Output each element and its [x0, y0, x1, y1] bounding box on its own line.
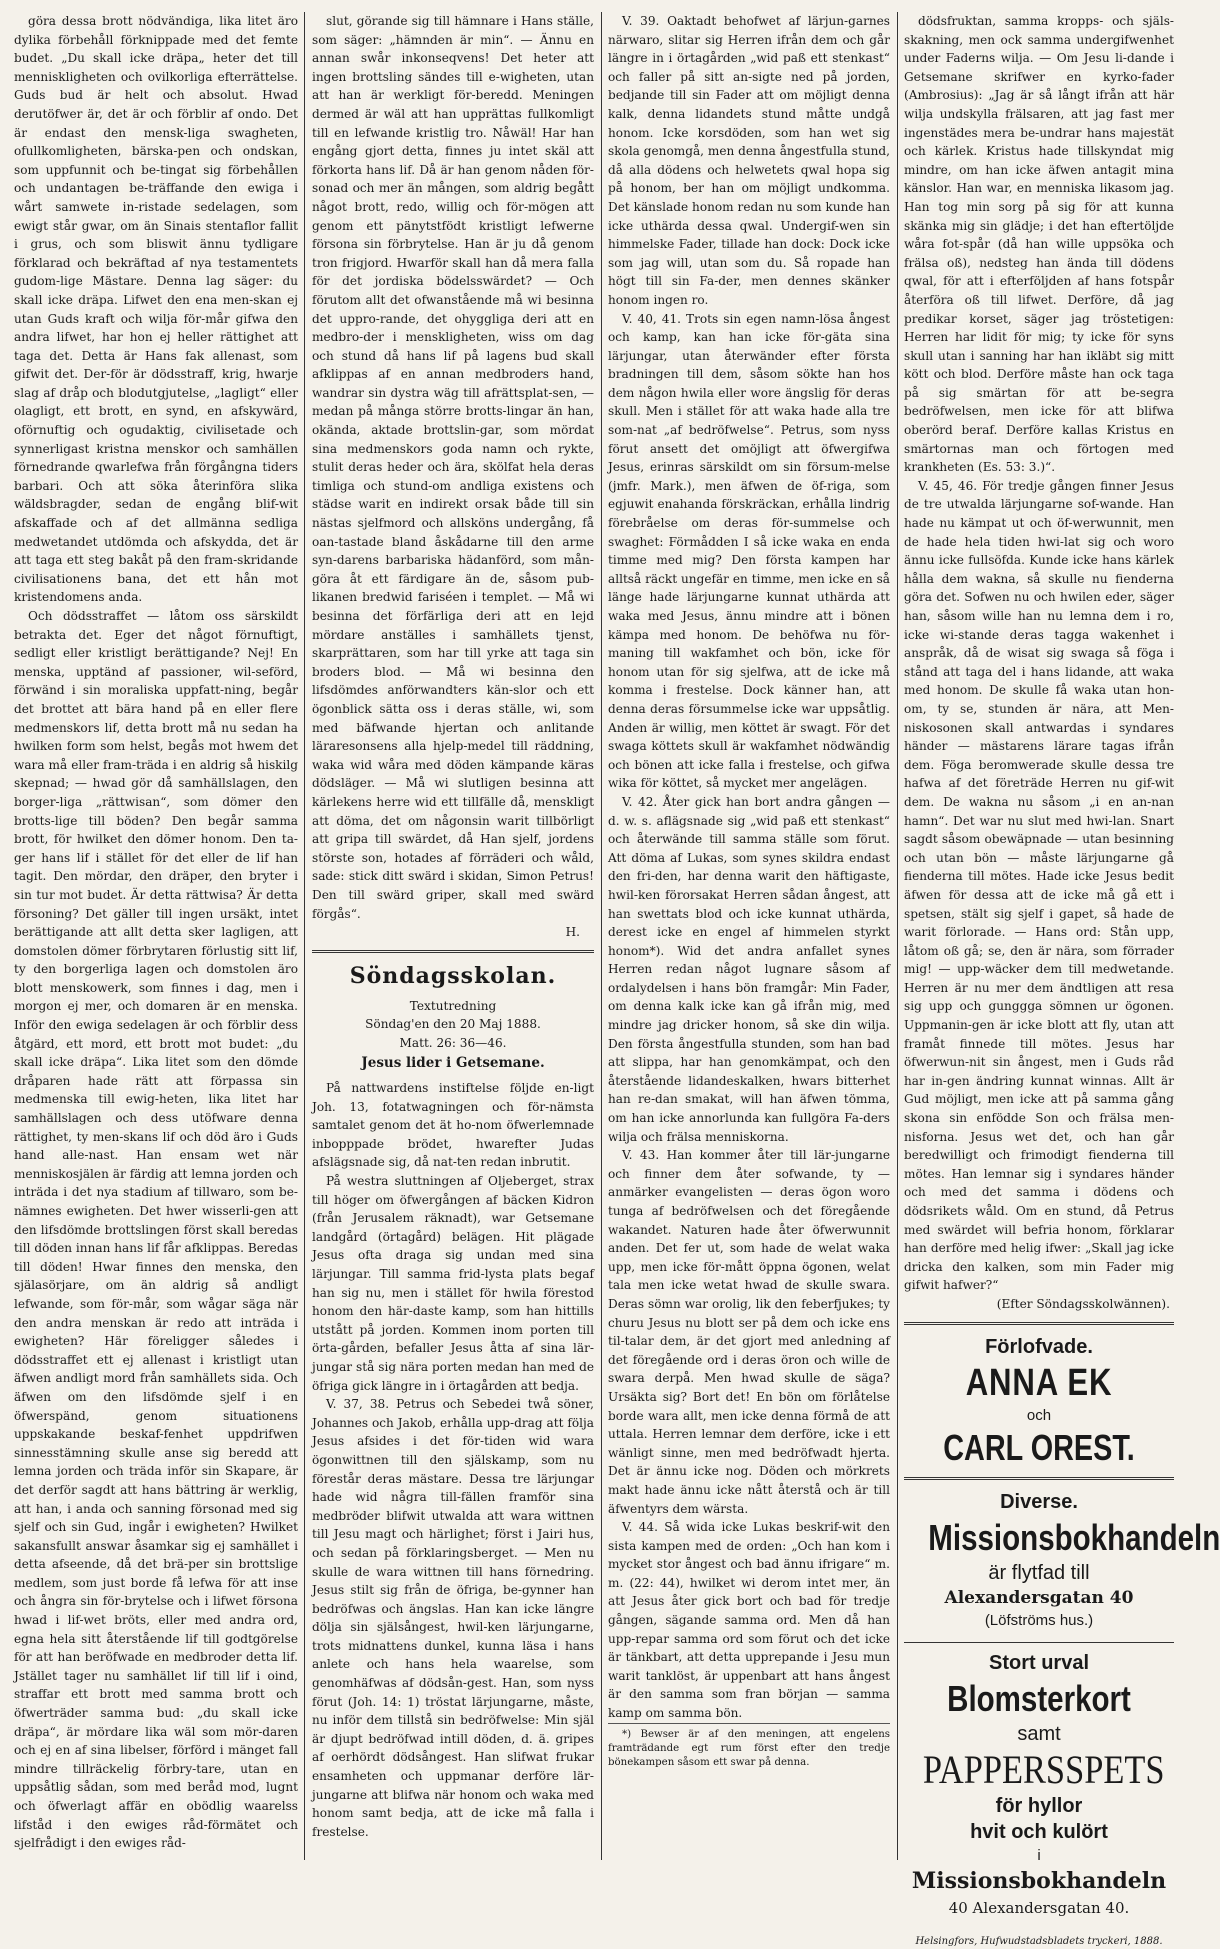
column-rule — [304, 12, 305, 1860]
newspaper-page — [14, 12, 1220, 1947]
ad-divider — [904, 1322, 1174, 1325]
paragraph: V. 44. Så wida icke Lukas beskrif-wit den sista kampen med de orden: „Och han kom i mycket stor ångest och bad ännu ifrigare“ m. m. (22: 44), hwilket wi derom intet mer, än att Jesus åter gick bort och bad för tredje gången, sägande samma ord. Men då han upp-repar samma ord som förut och det icke är tänkbart, att detta upprepande i Jesu mun warit tanklöst, är uppenbart att hans ångest är den samma som fran början — samma kamp om samma bön. — [608, 1520, 890, 1721]
paragraph: V. 45, 46. För tredje gången finner Jesus de tre utwalda lärjungarne sof-wande. Han hade nu kämpat ut och öf-werwunnit, men de hade hela tiden hwi-lat sig och woro ännu icke fullsöfda. Kunde icke hans kärlek hålla dem wakna, så skulle nu fienderna göra det. Sofwen nu och hwilen eder, säger han, såsom wille han nu lemna dem i ro, icke wi-stande deras tagga wakenhet i anspråk, då de wisat sig swaga så föga i stånd att taga del i hans lidande, att waka med honom. De skulle få waka utan hon-om, ty se, stunden är nära, att Men-niskosonen skall antwardas i syndares händer — mästarens lärare tagas ifrån dem. Föga beromwerade skulle dessa tre hafwa af det företräde Herren nu gif-wit dem. De wakna nu såsom „i en an-nan hamn“. Det war nu slut med hwi-lan. Snart sagdt såsom obewäpnade — utan besinning och utan bön — måste lärjungarne gå fienderna till mötes. Hade icke Jesus bedit äfwen för dessa att de icke må gå ett i spetsen, stält sig sjelf i gapet, så hade de warit förlorade. — Hans ord: Stån upp, låtom oß gå; se, den är nära, som förrader mig! — upp-wäcker dem till medwetande. Herren är nu mer dem ändtligen att resa sig upp och gunggga sömnen ur ögonen. Uppmanin-gen är icke blott att fly, utan att framåt finnede till mötes. Jesus har öfwerwun-nit sin ångest, men i Guds råd har in-gen ändring kunnat winnas. Allt är Gud möjligt, men icke att på samma gång skona sin enfödde Son och frälsa men-nisforna. Jesus wet det, och han går beredwilligt och frimodigt fienderna till mötes. Han lemnar sig i syndares händer och med det samma i dödens och dödsrikets wåld. Om en stund, då Petrus med swärdet will befria honom, förklarar han derföre med helig ifwer: „Skall jag icke dricka den kalken, som min Fader mig gifwit hafwer?“ — [904, 478, 1174, 1293]
ad-stort-urval: Stort urval — [988, 1651, 1090, 1674]
lesson-continued — [608, 12, 890, 1723]
paragraph: dödsfruktan, samma kropps- och själs-skakning, men ock samma undergifwenhet under Faderns wilja. — Om Jesu li-dande i Getsemane skrifwer en kyrko-fader (Ambrosius): „Jag är så långt ifrån att här wilja undskylla frälsaren, att jag fast mer ingenstädes mera be-undrar hans majestät och kärlek. Kristus hade tillskyndat mig mindre, om han icke äfwen antagit mina känslor. Han war, en menniska likasom jag. Han tog min sorg på sig för att kunna skänka mig sin glädje; i det han eftertöljde wåra fot-spår (då han wille uppsöka och frälsa oß), nedsteg han ända till dödens qwal, för att i efterföljden af hans fotspår återföra oß till lifwet. Derföre, då jag predikar korset, säger jag tröstetigen: Herren har lidit för mig; ty icke för syns skull utan i sanning har han ikläbt sig mitt kött och blod. Derföre måste han ock taga på sig smärtan för att be-segra bedröfwelsen, men icke för att blifwa oberörd beraf. Derföre kallas Kristus en smärtornas man och förtogen med krankheten (Es. 53: 3.)“. — [904, 14, 1174, 475]
engagement-conjunction: och — [1026, 1406, 1052, 1424]
engagement-heading: Förlofvade. — [985, 1335, 1093, 1358]
ad-i: i — [1037, 1846, 1041, 1864]
engaged-name-2: CARL OREST. — [943, 1426, 1135, 1468]
ad-inner-divider — [904, 1642, 1174, 1643]
paragraph: V. 43. Han kommer åter till lär-jungarne och finner dem åter sofwande, ty — anmärker evangelisten — deras ögon woro tunga af bedröfwelsen och det föregående wakandet. Naturen hade åter öfwerwunnit anden. Det fer ut, som hade de welat waka upp, men icke för-mått öppna ögonen, welat tala men icke wetat hwad de skulle swara. Deras sömn war orolig, lik den feberfjukes; ty churu Jesus nu blott ser på dem och icke ens til-talar dem, är det gjort med anledning af det föregående ord i deras öron och wille de swara derpå. Men hwad skulle de säga? Ursäkta sig? Bort det! En bön om förlåtelse borde wara allt, men icke denna förmå de att uttala. Herren lemnar dem derföre, icke i ett wänligt sinne, men med bedröfwadt hjerta. Det är ännu icke nog. Döden och mörkrets makt hade ännu icke nått återstå och är till äfwentyrs dem wärsta. — [608, 1148, 890, 1516]
ad-diverse: Diverse. — [1000, 1490, 1078, 1513]
engagement-notice — [904, 1333, 1174, 1469]
column-1 — [14, 12, 298, 1860]
paragraph: Och dödsstraffet — låtom oss särskildt betrakta det. Eger det något förnuftigt, sedligt eller kristligt berättigande? Nej! En menska, upptänd af passioner, wil-seförd, förwänd i sin moraliska uppfatt-ning, begår det brottet att bära hand på en eller flere medmenskors lif, detta brott må nu sedan ha hwilken form som helst, begås mot hwem det wara må eller fram-träda i en aldrig så hiskilg skepnad; — hwad gör då samhällslagen, den borger-liga „rättwisan“, som dömer den brotts-lige till böden? Den begår samma brott, för hwilket den dömer honom. Den ta-ger hans lif i stället för det eller de lif han tagit. Den mördar, den dräper, den bryter i sin tur mot budet. Är detta rättwisa? Är detta försoning? Det gäller till ingen ursäkt, intet berättigande att allt detta sker lagligen, att domstolen dömer förbrytaren förlustig sitt lif, ty den borgerliga lagen och domstolen äro blott menskowerk, som finnes i dag, men i morgon ej mer, och domaren är en menska. Inför den ewiga sedelagen är och förblir dess åtgärd, ett mord, ett brott mot budet: „du skall icke dräpa“. Lika litet som den dömde dråparen hade rätt att förpassa sin medmenska till ewig-heten, lika litet har samhällslagen och dess utöfware denna rättighet, ty men-skans lif och död äro i Guds hand alle-nast. Han ensam wet när menniskosjälen är färdig att lemna jorden och inträda i det nya stadium af tillwaro, som be-nämnes ewigheten. Det hwer wisserli-gen att den lifsdömde brottslingen först skall beredas till döden innan hans lif får afklippas. Beredas till döden! Hwar finnes den menska, den själasörjare, om än aldrig så andligt lefwande, som för-mår, som wågar säga när den andra menskan är redo att inträda i ewigheten? Här föreligger således i dödsstraffet ett ej allenast i kristligt utan äfwen andligt mord från samhällets sida. Och äfwen om den lifsdömde sjelf i en öfwerspänd, genom situationens uppskakande beskaf-fenhet uppdrifwen sinnesstämning skulle anse sig beredd att lemna jorden och träda inför sin Skapare, är det derför sagdt att hans bättring är werklig, att han, i anda och sanning försonad med sig sjelf och sin Gud, ingår i ewigheten? Hwilket sakansfullt answar åsamkar sig ej samhället i detta afseende, då det brä-per sin brottslige medlem, som just borde få lefwa för att inse och ångra sin för-brytelse och i lifwet försona hwad i lif-wet bröts, eller med andra ord, egna hela sitt återstående lif till godtgörelse för att han beröfwade en medbroder detta lif. Jstället tager nu samhället lif till lif i oind, straffar ett brott med samma brott och öfwerträder samma bud: „du skall icke dräpa“, är mördare lika wäl som mör-daren och ej en af sina libelser, förförd i mänget fall mindre tillräckelig förbry-tare, utan en uppsåtlig sådan, som med beråd mod, lugnt och öfwerlagt affär en obödlig waarelss lifståd i den ewiges råd-förmätet och sjelfrådigt i den ewiges råd- — [14, 609, 298, 1851]
footnote: *) Bewser är af den meningen, att engelens framträdande egt rum först efter den tredje bönekampen såsom ett swar på denna. — [608, 1723, 890, 1770]
scripture-reference: Matt. 26: 36—46. — [399, 1035, 507, 1050]
section-divider — [312, 950, 594, 953]
address-note: (Löfströms hus.) — [984, 1611, 1094, 1629]
paragraph: På westra sluttningen af Oljeberget, strax till höger om öfwergången af bäcken Kidron (från Jerusalem räknadt), war Getsemane landgård (örtagård) belägen. Hit plägade Jesus ofta draga sig undan med sina lärjungar. Till samma frid-lysta plats begaf han sig nu, men i stället för hwila förestod honom den här-daste kamp, som han hittills utstått på jorden. Kommen inom porten till örta-gården, befaller Jesus åtta af sina lär-jungar stå sig nära porten medan han med de öfriga gick längre in i örtagården att bedja. — [312, 1174, 594, 1393]
column-rule — [601, 12, 602, 1860]
lesson-title: Jesus lider i Getsemane. — [361, 1055, 545, 1072]
ad-for-hyllor: för hyllor — [995, 1794, 1083, 1817]
ad-pappersspets: PAPPERSSPETS — [922, 1746, 1165, 1792]
shop-name-2: Missionsbokhandeln — [911, 1867, 1167, 1894]
paragraph: V. 42. Åter gick han bort andra gången — d. w. s. aflägsnade sig „wid paß ett stenkast“ och återwände till samma ställe som förut. Att döma af Lukas, som synes skildra endast den fri-den, har denna warit den häftigaste, hwil-ken förorsakat Herren sådan ångest, att han swettats blod och icke kunnat uthärda, derest icke en engel af himmelen styrkt honom*). Wid det andra anfallet synes Herren redan något lugnare såsom af ordalydelsen i hans bön framgår: Min Fader, om denna kalk icke kan gå ifrån mig, med mindre jag dricker honom, så ske din wilja. Den första ångestfulla stunden, som han bad att slippa, har han genomkämpat, och den återstående lidandeskalken, hwars bitterhet han re-dan smakat, will han äfwen tömma, om han icke annorlunda kan fullgöra Fa-ders wilja och frälsa menniskorna. — [608, 794, 890, 1144]
column-4 — [904, 12, 1220, 1947]
column-2 — [312, 12, 594, 1860]
ad-samt: samt — [1017, 1722, 1061, 1745]
paragraph: På nattwardens instiftelse följde en-ligt Joh. 13, fotatwagningen och för-nämsta samtalet genom det ät ho-nom öfwerlemnade inbopppade brödet, hwarefter Judas afslägsnade sig, då nat-ten redan inbrutit. — [312, 1081, 594, 1170]
ad-divider — [904, 1477, 1174, 1480]
shop-address: Alexandersgatan 40 — [944, 1587, 1134, 1608]
column-rule — [897, 12, 898, 1860]
lesson-body — [312, 1079, 594, 1841]
shop-name: Missionsbokhandeln — [928, 1516, 1220, 1558]
shop-address-2: 40 Alexandersgatan 40. — [948, 1898, 1130, 1917]
printer-line: Helsingfors, Hufwudstadsbladets tryckeri, 1888. — [915, 1935, 1163, 1947]
section-title: Söndagsskolan. — [349, 962, 557, 989]
article-signature: H. — [565, 925, 580, 940]
moved-text: är flytfad till — [988, 1561, 1090, 1584]
paragraph: V. 39. Oaktadt behofwet af lärjun-garnes närwaro, slitar sig Herren ifrån dem och går längre in i örtagården „wid paß ett stenkast“ och faller på sitt an-sigte ned på jorden, bedjande till sin Fader att om möjligt denna kalk, denna lidandets stund måtte undgå honom. Icke korsdöden, som han wet sig skola genomgå, men denna ångestfulla stund, då alla dödens och helwetets qwal hopa sig på honom, ber han om möjligt undkomma. Det känslade honom redan nu som kunde han icke uthärda dessa qwal. Undergif-wen sin himmelske Fader, tillade han dock: Dock icke som jag will, utan som du. Så ropade han högt till sin Fa-der, men dennes skänker honom ingen ro. — [608, 14, 890, 307]
column-3 — [608, 12, 890, 1860]
paragraph: göra dessa brott nödvändiga, lika litet äro dylika förbehåll förknippade med det femte budet. „Du skall icke dräpa„ heter det till menniskligheten och ovilkorliga efterrättelse. Guds bud är helt och absolut. Hwad derutöfwer är, det är och förblir af ondo. Det är endast den mensk-liga swagheten, ofullkomligheten, bärska-pen och ondskan, som uppfunnit och be-tingat sig förbehållen och undantagen be-träffande den ewiga i wårt samwete in-ristade sedelagen, som ewigt står gwar, om än Sinais stentaflor fallit i grus, och som bliswit ännu tydligare förklarad och bekräftad af nya testamentets gudom-lige Mästare. Denna lag säger: du skall icke dräpa. Lifwet den ena men-skan ej utan Guds kraft och wilja för-mår gifwa den andra lifwet, har hon ej heller rättighet att taga det. Detta är Hans fak allenast, som gifwit det. Der-för är dödsstraff, krig, hwarje slag af dråp och blodutgjutelse, „lagligt“ eller olagligt, ett brott, en synd, en afskywärd, oförnuftig och ogudaktig, civilisetade och synnerligast kristna menskor och samhällen förnedrande qwarlefwa från förgångna tiders barbari. Och att söka återinföra slika wäldsbragder, sedan de engång blif-wit afskaffade och af det allmänna sedliga medwetandet utdömda och afskydda, det är att taga ett steg bakåt på den fram-skridande civilisationens bana, det ett hån mot kristendomens anda. — [14, 14, 298, 605]
paragraph: V. 37, 38. Petrus och Sebedei twå söner, Johannes och Jakob, erhålla upp-drag att följa Jesus afsides i det för-tiden wid wara ögonwittnen till den själskamp, som nu förestår deras mästare. Dessa tre lärjungar hade wid några till-fällen framför sina medbröder blifwit utwalda att wara wittnen till Jesu magt och härlighet; först i Jairi hus, och sedan på förklaringsberget. — Men nu skulle de wara wittnen till hans förnedring. Jesus stilt sig från de öfriga, be-gynner han bedröfwas och ängslas. Han kan icke längre dölja sin själsångest, hwil-ken lärjungarne, trots midnattens dunkel, kunna läsa i hans anlete och hans hela waarelse, som genomhäfwas af dödsån-gest. Han, som nyss förut (Joh. 14: 1) tröstat lärjungarne, måste, nu inför dem tillstå sin bedröfwelse: Min själ är djupt bedröfwad intill döden, d. ä. gripes af oerhördt dödsångest. Han slifwat frukar ensamheten och uppmanar derföre lär-jungarne att blifwa när honom och waka med honom samt bedja, att de icke må falla i frestelse. — [312, 1397, 594, 1839]
paragraph: slut, görande sig till hämnare i Hans ställe, som säger: „hämnden är min“. — Ännu en annan swår inkonseqvens! Det heter att ingen brottsling sändes till e-wigheten, utan att han är werkligt för-beredd. Meningen dermed är wäl att han upprättas fullkomligt till en lefwande kristlig tro. Nåwäl! Har han engång gjort detta, finnes ju intet skäl att förkorta hans lif. Då är han genom nåden för-sonad och mer än mången, som aldrig begått något brott, redo, willig och för-mögen att genom ett pänytstfödt kristligt lefwerne försona sin förbrytelse. Han är ju då genom tron frigjord. Hwarför skall han då mera falla för det jordiska bödelsswärdet? — Och förutom allt det ofwanstående må wi besinna det uppro-rande, det ohyggliga deri att en medbro-der i menskligheten, wiss om dag och stund då hans lif på lagens bud skall afklippas af en annan medbroders hand, wandrar sin dystra wäg till afrättsplat-sen, — medan på många större brotts-lingar än han, okända, aktade brottslin-gar, som mördat sina medmenskors goda namn och rykte, stulit deras heder och ära, skölfat hela deras timliga och stund-om andliga existens och städse warit en indirekt orsak både till sin nästas sjelfmord och allsköns undergång, få oan-tastade bland åskådarne till den arme syn-darens barbariska hädanförd, som mån-göra åt ett färdigare än de, såsom pub-likanen bredwid fariséen i templet. — Må wi besinna det förfärliga deri att en lejd mördare anställes i samhällets tjenst, skarprättaren, som har till yrke att taga sin broders blod. — Må wi besinna den lifsdömdes anförwandters kän-slor och ett ögonblick sätta oss i deras ställe, wi, som med bäfwande hjertan och anlitande läraresonsens alla hjelp-medel till räddning, waka wid wåra med döden kämpande käras dödsläger. — Må wi slutligen besinna att kärlekens herre wid ett tillfälle då, menskligt att döma, det om någonsin warit tillbörligt att gripa till swärdet, då Han sjelf, jordens störste son, hotades af förräderi och wåld, sade: stick ditt swärd i skidan, Simon Petrus! Den till swärd griper, skall med swärd förgås“. — [312, 14, 594, 921]
text-heading: Textutredning — [409, 998, 497, 1013]
bookshop-advertisement — [904, 1488, 1220, 1949]
ad-colors: hvit och kulört — [970, 1820, 1108, 1843]
paragraph: V. 40, 41. Trots sin egen namn-lösa ångest och kamp, kan han icke för-gäta sina lärjungar, utan återwänder efter första bradningen till dem, såsom sökte han hos dem någon hwila eller wore ängslig för deras skull. Men i stället för att waka hade alla tre som-nat „af bedröfwelse“. Petrus, som nyss förut ansett det omöjligt att öfwergifwa Jesus, erinras särskildt om sin försum-melse (jmfr. Mark.), men äfwen de öf-riga, som egjuwit enahanda förskräckan, erhålla lindrig förebråelse om deras för-summelse och swaghet: Förmådden I så icke waka en enda timme med mig? Den första kampen har alltså räckt ungefär en timme, men icke en så länge hade lärjungarne kunnat uthärda att waka med Jesus, ännu mindre att i bönen kämpa med honom. De behöfwa nu för-maning till wakfamhet och bön, icke för honom utan för sig sjelfwa, att de icke må komma i frestelse. Dock känner han, att denna deras försummelse icke war uppsåtlig. Anden är willig, men köttet är swagt. För det swaga köttets skull är wakfamhet nödwändig och bönen att icke falla i frestelse, och gifwa wika för köttet, så mycket mer angelägen. — [608, 311, 890, 791]
ad-blomsterkort: Blomsterkort — [947, 1677, 1131, 1719]
lesson-continued — [904, 12, 1174, 1295]
date-line: Söndag'en den 20 Maj 1888. — [365, 1017, 541, 1032]
opinion-article — [312, 12, 594, 923]
source-credit: (Efter Söndagsskolwännen). — [996, 1296, 1170, 1311]
engaged-name-1: ANNA EK — [965, 1361, 1113, 1404]
